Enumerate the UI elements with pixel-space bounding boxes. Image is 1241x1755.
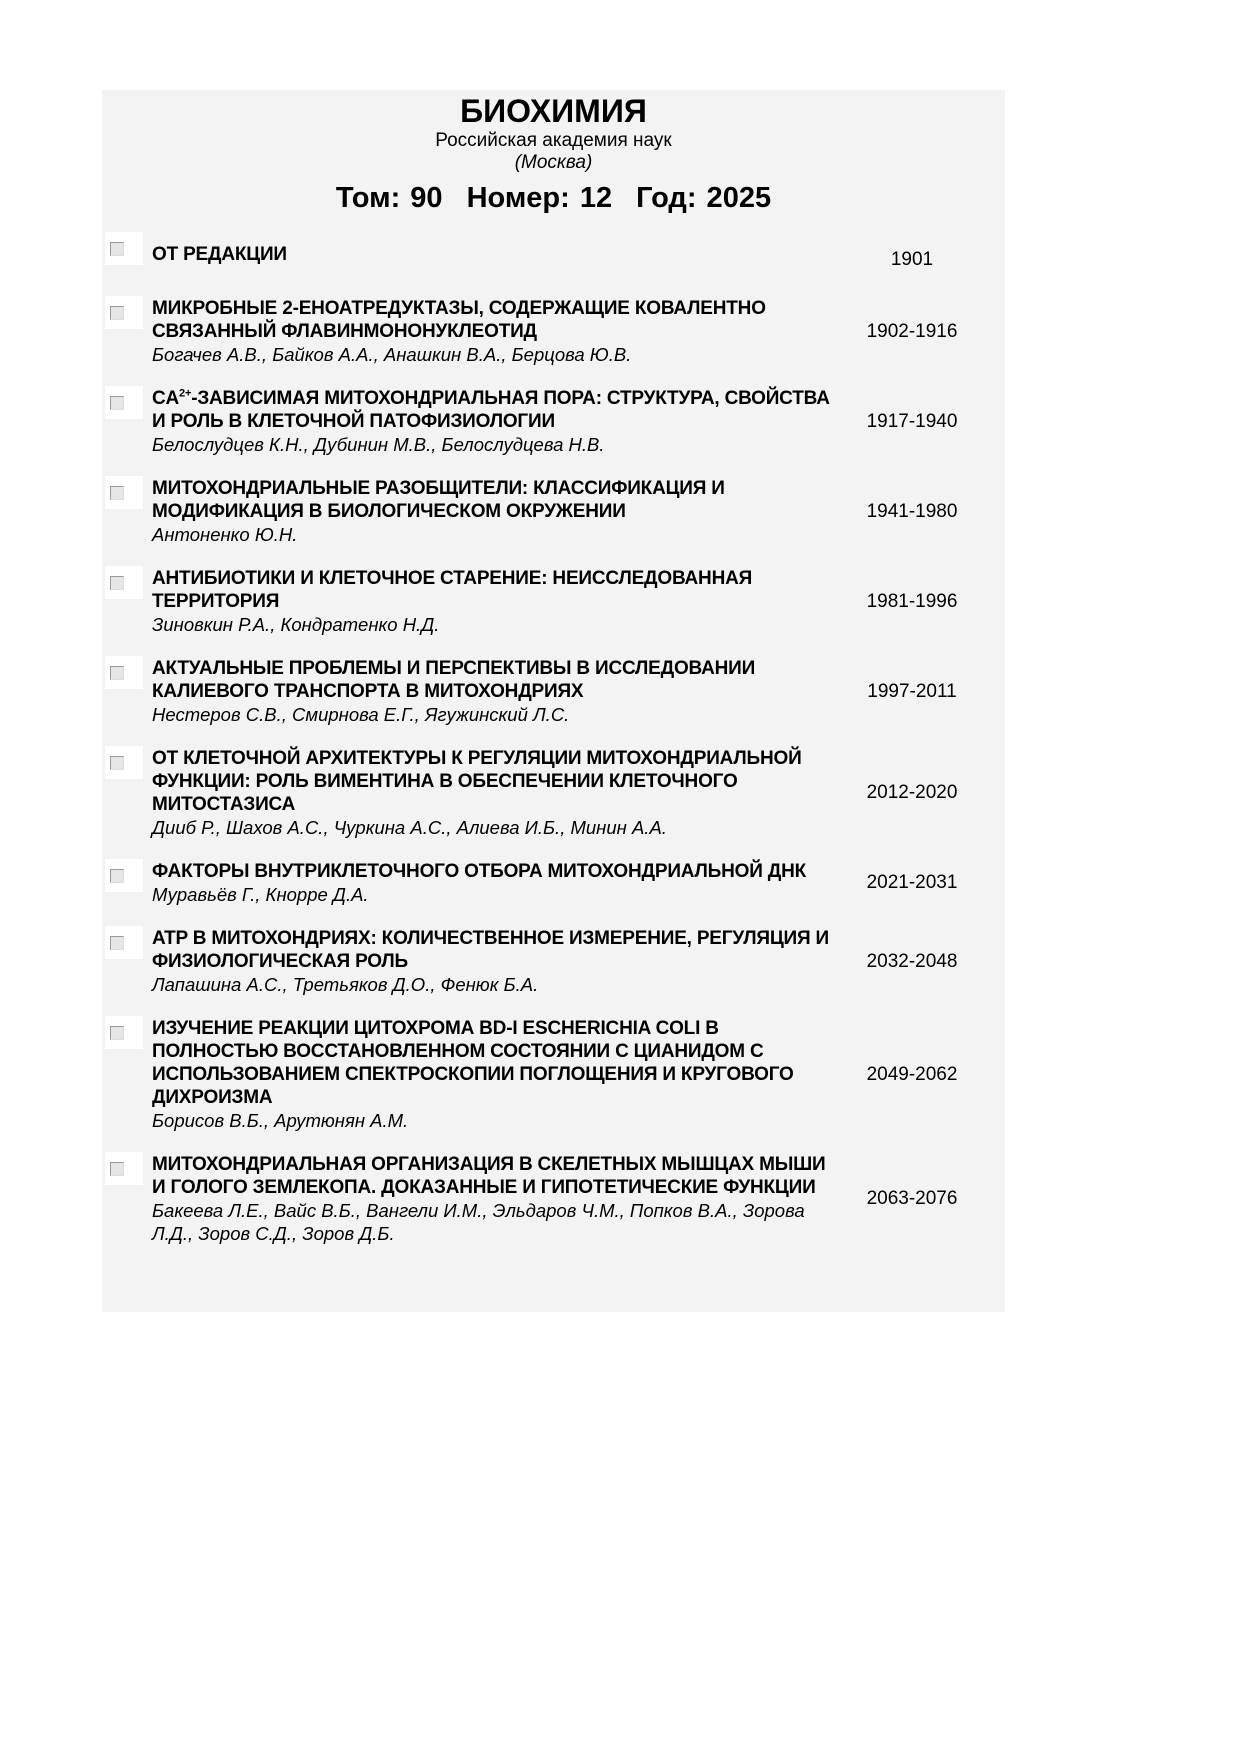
title-text: ИЗУЧЕНИЕ РЕАКЦИИ ЦИТОХРОМА BD-I ESCHERICHIA COLI В ПОЛНОСТЬЮ ВОССТАНОВЛЕННОМ СОСТОЯНИИ С ЦИАНИДОМ С ИСПОЛЬЗОВАНИЕМ СПЕКТРОСКОПИИ ПОГЛОЩЕНИЯ И КРУГОВОГО ДИХРОИЗМА bbox=[152, 1018, 794, 1108]
article-title[interactable] bbox=[152, 927, 842, 973]
checkbox[interactable] bbox=[105, 746, 143, 779]
title-text: МИТОХОНДРИАЛЬНЫЕ РАЗОБЩИТЕЛИ: КЛАССИФИКАЦИЯ И МОДИФИКАЦИЯ В БИОЛОГИЧЕСКОМ ОКРУЖЕНИИ bbox=[152, 478, 725, 522]
article-entry bbox=[102, 567, 1005, 636]
article-entry bbox=[102, 477, 1005, 546]
journal-title: БИОХИМИЯ bbox=[460, 93, 647, 129]
title-text: ФАКТОРЫ ВНУТРИКЛЕТОЧНОГО ОТБОРА МИТОХОНДРИАЛЬНОЙ ДНК bbox=[152, 861, 807, 882]
article-title[interactable] bbox=[152, 860, 842, 883]
article-authors: Лапашина А.С., Третьяков Д.О., Фенюк Б.А. bbox=[152, 974, 539, 995]
article-entry bbox=[102, 927, 1005, 996]
article-authors: Нестеров С.В., Смирнова Е.Г., Ягужинский Л.С. bbox=[152, 704, 570, 725]
article-pages: 2049-2062 bbox=[866, 1063, 958, 1085]
article-entry bbox=[102, 657, 1005, 726]
article-authors: Бакеева Л.Е., Вайс В.Б., Вангели И.М., Эльдаров Ч.М., Попков В.А., Зорова Л.Д., Зоров С.Д., Зоров Д.Б. bbox=[152, 1200, 805, 1244]
article-pages: 1902-1916 bbox=[866, 320, 958, 342]
article-authors: Дииб Р., Шахов А.С., Чуркина А.С., Алиева И.Б., Минин А.А. bbox=[152, 817, 667, 838]
article-pages: 1941-1980 bbox=[866, 500, 958, 522]
article-text bbox=[152, 860, 842, 906]
article-entry bbox=[102, 233, 1005, 276]
article-pages: 1981-1996 bbox=[866, 590, 958, 612]
article-title[interactable] bbox=[152, 477, 842, 523]
article-list bbox=[102, 233, 1005, 1266]
checkbox-icon bbox=[110, 1162, 124, 1176]
checkbox[interactable] bbox=[105, 232, 143, 265]
checkbox[interactable] bbox=[105, 656, 143, 689]
checkbox-icon bbox=[110, 666, 124, 680]
article-pages: 2012-2020 bbox=[866, 782, 958, 803]
article-entry bbox=[102, 1153, 1005, 1245]
checkbox-icon bbox=[110, 306, 124, 320]
title-text: ОТ КЛЕТОЧНОЙ АРХИТЕКТУРЫ К РЕГУЛЯЦИИ МИТОХОНДРИАЛЬНОЙ ФУНКЦИИ: РОЛЬ ВИМЕНТИНА В ОБЕСПЕЧЕНИИ КЛЕТОЧНОГО МИТОСТАЗИСА bbox=[152, 748, 802, 815]
toc-panel bbox=[102, 90, 1005, 1312]
checkbox[interactable] bbox=[105, 476, 143, 509]
article-title[interactable] bbox=[152, 1017, 842, 1109]
article-entry bbox=[102, 747, 1005, 839]
article-authors: Зиновкин Р.А., Кондратенко Н.Д. bbox=[152, 614, 440, 635]
article-text bbox=[152, 297, 842, 366]
number: Номер: 12 bbox=[466, 182, 613, 214]
checkbox[interactable] bbox=[105, 296, 143, 329]
article-text bbox=[152, 243, 842, 266]
article-text bbox=[152, 657, 842, 726]
city: (Москва) bbox=[514, 152, 593, 173]
article-text bbox=[152, 927, 842, 996]
article-pages: 2063-2076 bbox=[866, 1188, 958, 1209]
article-authors: Муравьёв Г., Кнорре Д.А. bbox=[152, 884, 369, 905]
checkbox[interactable] bbox=[105, 566, 143, 599]
article-entry bbox=[102, 860, 1005, 906]
checkbox[interactable] bbox=[105, 1152, 143, 1185]
article-authors: Белослудцев К.Н., Дубинин М.В., Белослудцева Н.В. bbox=[152, 434, 605, 455]
article-text bbox=[152, 477, 842, 546]
article-title[interactable] bbox=[152, 567, 842, 613]
article-pages: 1901 bbox=[890, 249, 934, 270]
checkbox[interactable] bbox=[105, 926, 143, 959]
article-authors: Богачев А.В., Байков А.А., Анашкин В.А., Берцова Ю.В. bbox=[152, 344, 632, 365]
checkbox[interactable] bbox=[105, 1016, 143, 1049]
title-text: МИТОХОНДРИАЛЬНАЯ ОРГАНИЗАЦИЯ В СКЕЛЕТНЫХ МЫШЦАХ МЫШИ И ГОЛОГО ЗЕМЛЕКОПА. ДОКАЗАННЫЕ И ГИПОТЕТИЧЕСКИЕ ФУНКЦИИ bbox=[152, 1154, 826, 1198]
article-pages: 2021-2031 bbox=[866, 872, 958, 893]
journal-header bbox=[102, 90, 1005, 216]
checkbox-icon bbox=[110, 869, 124, 883]
year: Год: 2025 bbox=[636, 182, 772, 214]
checkbox-icon bbox=[110, 242, 124, 256]
checkbox[interactable] bbox=[105, 386, 143, 419]
article-entry bbox=[102, 297, 1005, 366]
article-authors: Антоненко Ю.Н. bbox=[152, 524, 298, 545]
article-title[interactable] bbox=[152, 387, 842, 433]
publisher: Российская академия наук bbox=[435, 130, 672, 151]
article-text bbox=[152, 1017, 842, 1132]
title-text: ATP В МИТОХОНДРИЯХ: КОЛИЧЕСТВЕННОЕ ИЗМЕРЕНИЕ, РЕГУЛЯЦИЯ И ФИЗИОЛОГИЧЕСКАЯ РОЛЬ bbox=[152, 928, 829, 972]
article-entry bbox=[102, 387, 1005, 456]
checkbox-icon bbox=[110, 1026, 124, 1040]
article-title[interactable] bbox=[152, 243, 842, 266]
title-text: ОТ РЕДАКЦИИ bbox=[152, 244, 287, 265]
article-pages: 1997-2011 bbox=[867, 680, 957, 702]
title-text: АКТУАЛЬНЫЕ ПРОБЛЕМЫ И ПЕРСПЕКТИВЫ В ИССЛЕДОВАНИИ КАЛИЕВОГО ТРАНСПОРТА В МИТОХОНДРИЯХ bbox=[152, 658, 756, 702]
volume: Том: 90 bbox=[335, 182, 443, 214]
title-text: МИКРОБНЫЕ 2-ЕНОАТРЕДУКТАЗЫ, СОДЕРЖАЩИЕ КОВАЛЕНТНО СВЯЗАННЫЙ ФЛАВИНМОНОНУКЛЕОТИД bbox=[152, 298, 766, 342]
checkbox-icon bbox=[110, 756, 124, 770]
title-text: АНТИБИОТИКИ И КЛЕТОЧНОЕ СТАРЕНИЕ: НЕИССЛЕДОВАННАЯ ТЕРРИТОРИЯ bbox=[152, 568, 753, 612]
article-text bbox=[152, 1153, 842, 1245]
title-prefix: СA bbox=[152, 388, 180, 409]
checkbox-icon bbox=[110, 936, 124, 950]
article-pages: 1917-1940 bbox=[866, 410, 958, 432]
article-text bbox=[152, 387, 842, 456]
article-title[interactable] bbox=[152, 747, 842, 816]
article-authors: Борисов В.Б., Арутюнян А.М. bbox=[152, 1110, 409, 1131]
checkbox[interactable] bbox=[105, 859, 143, 892]
article-title[interactable] bbox=[152, 1153, 842, 1199]
article-entry bbox=[102, 1017, 1005, 1132]
article-text bbox=[152, 747, 842, 839]
article-title[interactable] bbox=[152, 657, 842, 703]
checkbox-icon bbox=[110, 486, 124, 500]
checkbox-icon bbox=[110, 576, 124, 590]
article-text bbox=[152, 567, 842, 636]
title-superscript: 2+ bbox=[179, 387, 192, 400]
article-pages: 2032-2048 bbox=[866, 950, 958, 972]
checkbox-icon bbox=[110, 396, 124, 410]
issue-info bbox=[102, 180, 1005, 216]
article-title[interactable] bbox=[152, 297, 842, 343]
title-text: -ЗАВИСИМАЯ МИТОХОНДРИАЛЬНАЯ ПОРА: СТРУКТУРА, СВОЙСТВА И РОЛЬ В КЛЕТОЧНОЙ ПАТОФИЗИОЛОГИИ bbox=[152, 388, 830, 432]
